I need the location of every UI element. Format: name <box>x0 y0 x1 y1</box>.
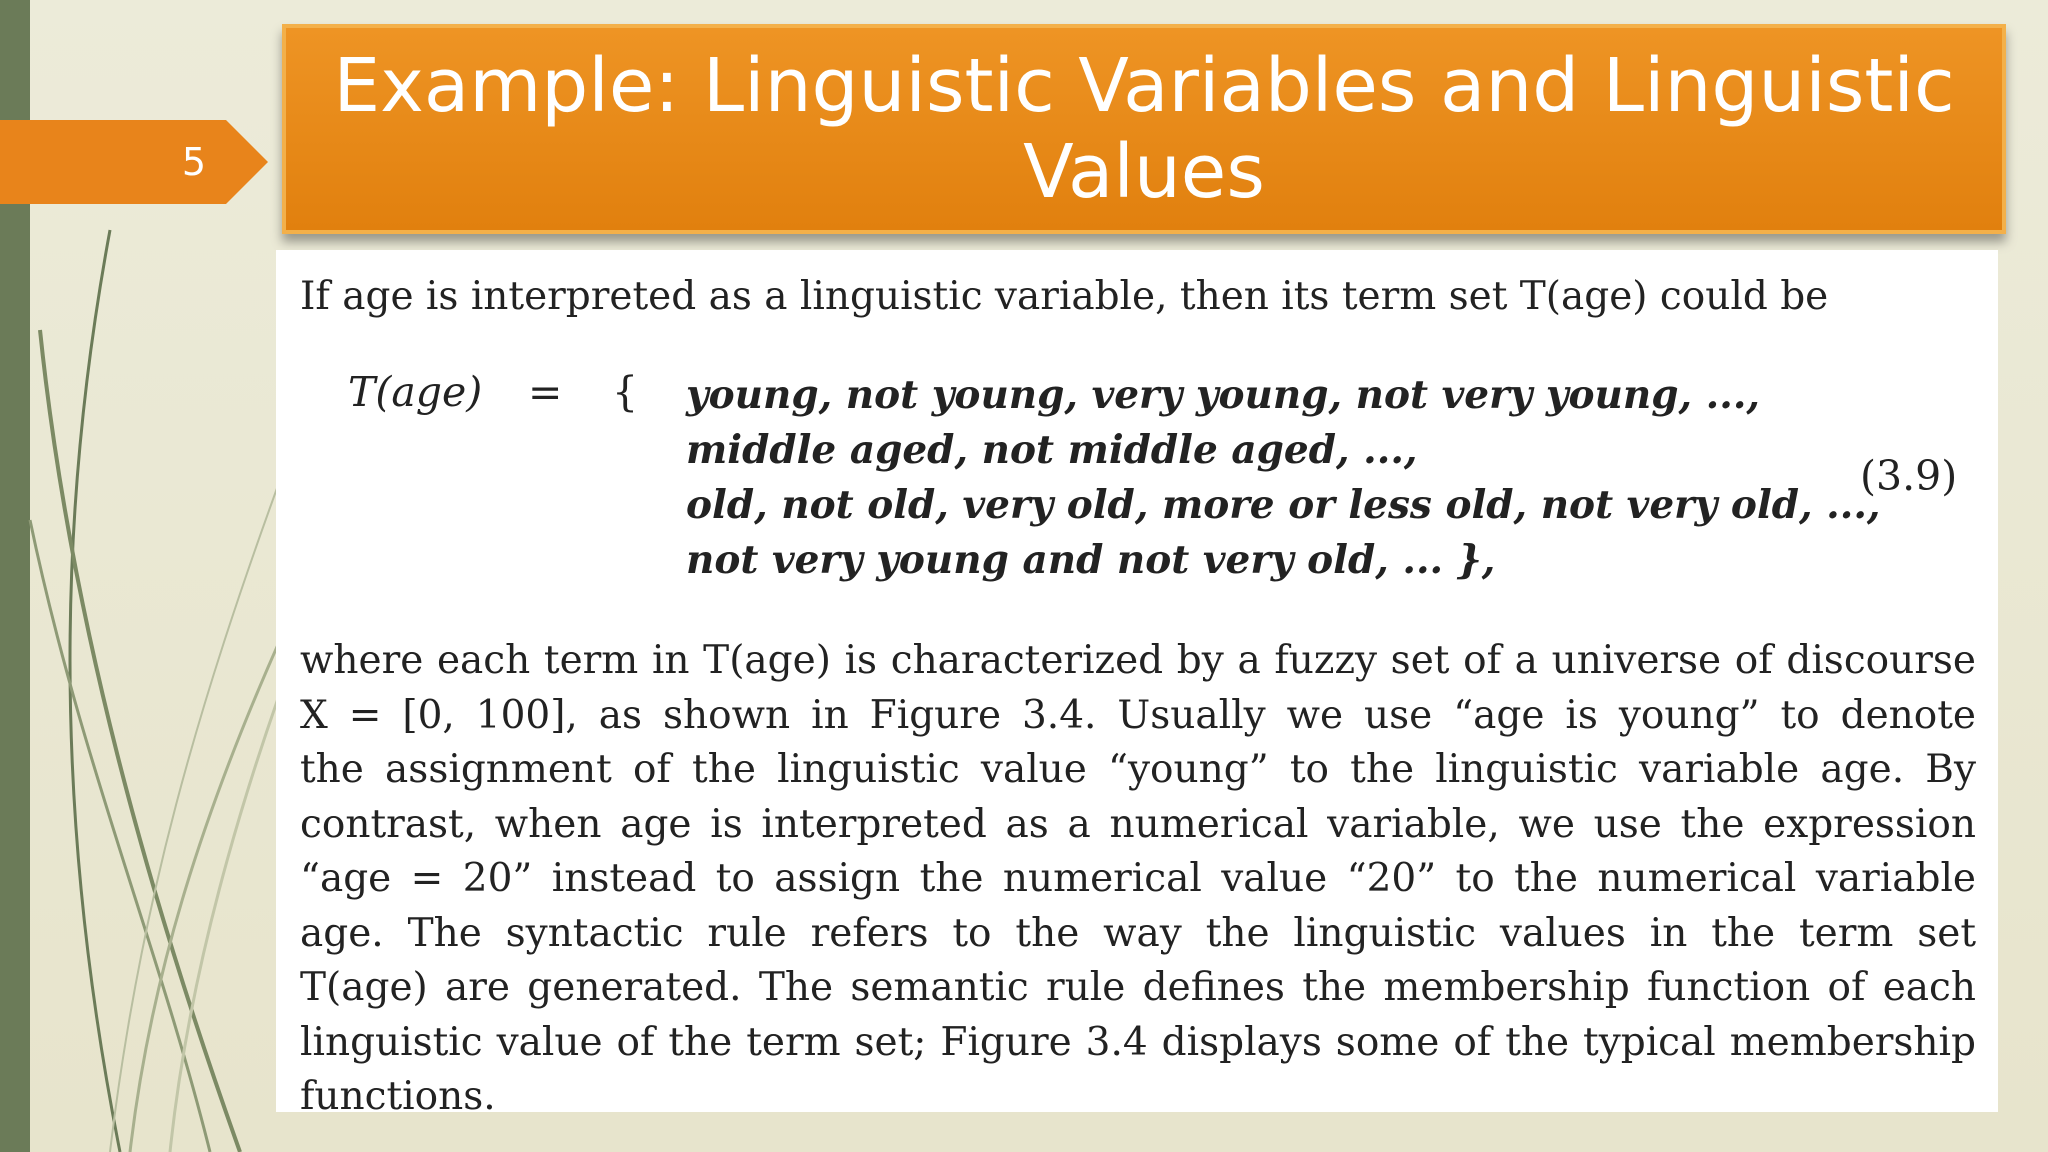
equation-line: old, not old, very old, more or less old, not very old, ..., <box>686 482 1881 528</box>
slide-title: Example: Linguistic Variables and Linguistic Values <box>333 43 1955 215</box>
slide-number-tab <box>0 120 268 204</box>
paragraph-line: X = [0, 100], as shown in Figure 3.4. Usually we use “age is young” to denote <box>300 692 1976 738</box>
equation-3-9 <box>276 368 1998 598</box>
paragraph-line: “age = 20” instead to assign the numerical value “20” to the numerical variable <box>300 856 1976 901</box>
equation-term-list <box>686 368 1881 588</box>
paragraph-line: the assignment of the linguistic value “young” to the linguistic variable age. By <box>300 747 1976 792</box>
equation-line: not very young and not very old, ... }, <box>686 537 1496 583</box>
paragraph-line: T(age) are generated. The semantic rule defines the membership function of each <box>300 965 1976 1010</box>
content-image-panel <box>276 250 1998 1112</box>
equation-lhs: T(age) <box>348 368 483 416</box>
paragraph-line: functions. <box>300 1074 496 1112</box>
slide-number: 5 <box>181 140 207 184</box>
equation-line: young, not young, very young, not very young, ..., <box>686 372 1760 418</box>
equation-open-brace: { <box>612 368 639 416</box>
title-bar <box>282 24 2006 234</box>
paragraph-line: linguistic value of the term set; Figure 3.4 displays some of the typical membership <box>300 1019 1976 1065</box>
paragraph-line: where each term in T(age) is characterized by a fuzzy set of a universe of discourse <box>300 638 1976 683</box>
paragraph-line: contrast, when age is interpreted as a numerical variable, we use the expression <box>300 801 1976 847</box>
body-paragraph <box>300 634 1976 1112</box>
paragraph-line: age. The syntactic rule refers to the way the linguistic values in the term set <box>300 910 1976 956</box>
intro-sentence: If age is interpreted as a linguistic variable, then its term set T(age) could be <box>300 274 1829 319</box>
equation-line: middle aged, not middle aged, ..., <box>686 427 1418 473</box>
equation-number: (3.9) <box>1860 452 1958 500</box>
equation-equals-sign: = <box>528 368 563 416</box>
